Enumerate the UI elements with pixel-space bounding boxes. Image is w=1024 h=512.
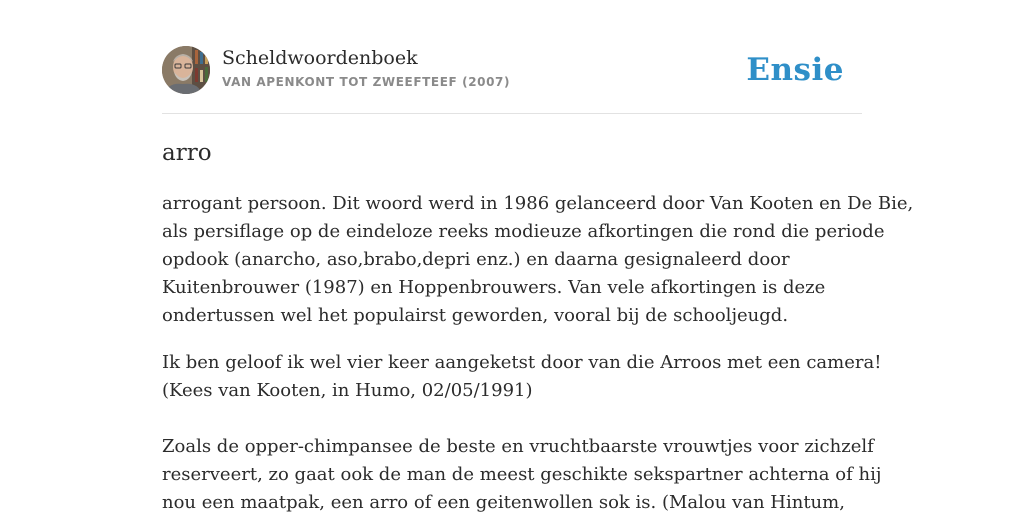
quote-line: Ik ben geloof ik wel vier keer aangeketst door van die Arroos met een camera! <box>162 352 882 373</box>
quote-line: (Kees van Kooten, in Humo, 02/05/1991) <box>162 380 533 401</box>
entry-definition <box>162 190 914 330</box>
quote-line: reserveert, zo gaat ook de man de meest geschikte sekspartner achterna of hij <box>162 464 882 485</box>
entry-term: arro <box>162 140 212 166</box>
definition-line: opdook (anarcho, aso,brabo,depri enz.) en daarna gesignaleerd door <box>162 249 790 270</box>
header-divider <box>162 113 862 114</box>
source-title[interactable]: Scheldwoordenboek <box>222 47 418 69</box>
quote-line: Zoals de opper-chimpansee de beste en vruchtbaarste vrouwtjes voor zichzelf <box>162 436 874 457</box>
definition-line: als persiflage op de eindeloze reeks modieuze afkortingen die rond die periode <box>162 221 885 242</box>
quote-line: nou een maatpak, een arro of een geitenwollen sok is. (Malou van Hintum, <box>162 492 845 512</box>
source-subtitle: VAN APENKONT TOT ZWEEFTEEF (2007) <box>222 75 511 89</box>
source-header <box>162 46 862 96</box>
author-avatar <box>162 46 210 94</box>
definition-line: Kuitenbrouwer (1987) en Hoppenbrouwers. Van vele afkortingen is deze <box>162 277 826 298</box>
definition-line: arrogant persoon. Dit woord werd in 1986 gelanceerd door Van Kooten en De Bie, <box>162 193 914 214</box>
example-quote-1 <box>162 349 882 405</box>
example-quote-2 <box>162 433 882 512</box>
ensie-logo[interactable]: Ensie <box>746 52 844 88</box>
definition-line: ondertussen wel het populairst geworden, vooral bij de schooljeugd. <box>162 305 789 326</box>
